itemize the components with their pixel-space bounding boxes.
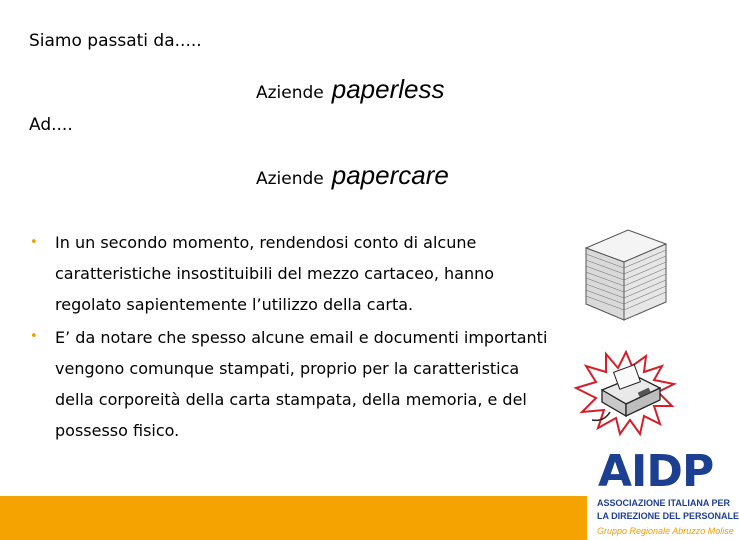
transition-text: Ad....	[29, 115, 73, 135]
logo-subtitle-line3: Gruppo Regionale Abruzzo Molise	[597, 526, 734, 536]
company-type-papercare	[256, 160, 449, 191]
footer-accent-bar	[0, 496, 587, 540]
bullet-text-2: E’ da notare che spesso alcune email e documenti importanti vengono comunque stampati, proprio per la caratteristica della corporeità della carta stampata, della memoria, e del possesso fisico.	[55, 328, 548, 440]
company-prefix: Aziende	[256, 169, 324, 189]
bullet-marker: •	[30, 235, 38, 250]
company-word: paperless	[331, 74, 445, 104]
logo-subtitle-line2: LA DIREZIONE DEL PERSONALE	[597, 511, 739, 521]
company-word: papercare	[331, 160, 449, 190]
bullet-marker: •	[30, 329, 38, 344]
bullet-text-1: In un secondo momento, rendendosi conto di alcune caratteristiche insostituibili del mezzo cartaceo, hanno regolato sapientemente l’utilizzo della carta.	[55, 233, 495, 314]
aidp-logo: AIDP	[598, 446, 714, 497]
logo-subtitle-line1: ASSOCIAZIONE ITALIANA PER	[597, 498, 731, 508]
paper-stack-icon	[578, 226, 674, 324]
company-type-paperless	[256, 74, 445, 105]
intro-text: Siamo passati da.....	[29, 31, 202, 51]
printer-icon	[574, 350, 678, 436]
company-prefix: Aziende	[256, 83, 324, 103]
